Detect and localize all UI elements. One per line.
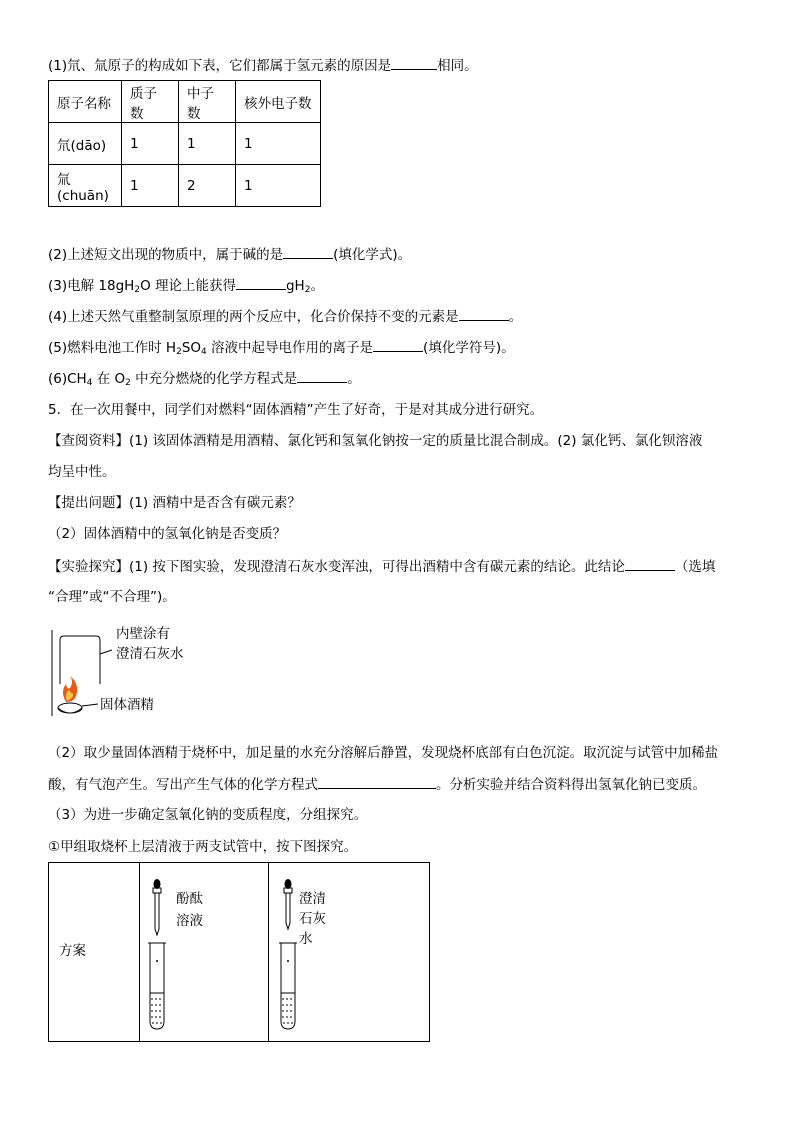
table-cell: 1 [122, 123, 179, 165]
q3-part: O 理论上能获得 [140, 278, 236, 294]
table-cell: 1 [179, 123, 236, 165]
q3-part: gH [285, 278, 305, 294]
table-cell: 1 [236, 165, 321, 207]
table-cell: 1 [122, 165, 179, 207]
dropper-test-tube-icon [140, 863, 268, 1041]
question-1-tail: 相同。 [437, 58, 478, 74]
step-2-line [48, 774, 706, 795]
table-cell: 1 [236, 123, 321, 165]
q5-part: SO [181, 340, 202, 356]
q6-part: 。 [347, 371, 361, 387]
step-2-text: 酸，有气泡产生。写出产生气体的化学方程式 [48, 777, 318, 793]
answer-blank[interactable] [625, 556, 675, 571]
explore-text: 【实验探究】(1) 按下图实验，发现澄清石灰水变浑浊，可得出酒精中含有碳元素的结论。此结论 [48, 559, 625, 575]
question-5 [48, 337, 515, 358]
step-3-line: （3）为进一步确定氢氧化钠的变质程度，分组探究。 [48, 807, 368, 823]
scheme-label-cell [49, 863, 140, 1041]
answer-blank[interactable] [391, 55, 437, 70]
table-row [49, 123, 321, 165]
reference-data-line: 均呈中性。 [48, 464, 116, 480]
q3-part: (3)电解 18gH [48, 278, 135, 294]
question-2-text: (2)上述短文出现的物质中，属于碱的是 [48, 247, 284, 263]
q6-part: (6)CH [48, 371, 87, 387]
q3-sub: 2 [134, 285, 141, 295]
scheme-cell-2 [269, 863, 429, 1041]
question-3 [48, 275, 324, 296]
problem-5-intro: 5．在一次用餐中，同学们对燃料“固体酒精”产生了好奇，于是对其成分进行研究。 [48, 402, 544, 418]
q5-sub: 4 [201, 347, 207, 357]
q6-sub: 4 [86, 378, 93, 388]
question-4-tail: 。 [508, 309, 523, 325]
table-header: 原子名称 [49, 81, 122, 123]
reagent-label: 石灰 [299, 911, 326, 927]
dropper-test-tube-icon [269, 863, 429, 1041]
explore-line [48, 556, 715, 577]
q6-part: 在 O [92, 371, 126, 387]
explore-tail: （选填 [674, 559, 716, 575]
figure-label: 内壁涂有 [116, 626, 170, 642]
q3-sub: 2 [304, 285, 311, 295]
step-2-tail: 。分析实验并结合资料得出氢氧化钠已变质。 [436, 777, 706, 793]
reagent-label: 澄清 [299, 891, 326, 907]
reagent-label: 溶液 [176, 913, 203, 929]
question-6 [48, 368, 361, 389]
question-2-tail: (填化学式)。 [333, 247, 412, 263]
q5-sub: 2 [176, 347, 182, 357]
q3-part: 。 [310, 278, 324, 294]
q6-part: 中充分燃烧的化学方程式是 [130, 371, 298, 387]
question-1-text: (1)氘、氚原子的构成如下表，它们都属于氢元素的原因是 [48, 58, 392, 74]
q6-sub: 2 [125, 378, 131, 388]
table-row [49, 165, 321, 207]
question-4 [48, 306, 522, 327]
reference-data-line: 【查阅资料】(1) 该固体酒精是用酒精、氯化钙和氢氧化钠按一定的质量比混合制成。(2) 氯化钙、氯化钡溶液 [48, 433, 703, 449]
figure-label: 固体酒精 [100, 697, 154, 713]
scheme-table [48, 862, 430, 1042]
group-1-line: ①甲组取烧杯上层清液于两支试管中，按下图探究。 [48, 839, 358, 855]
table-header: 核外电子数 [236, 81, 321, 123]
answer-blank[interactable] [318, 774, 436, 789]
answer-blank[interactable] [373, 337, 423, 352]
atom-table [48, 80, 321, 207]
answer-blank[interactable] [297, 368, 347, 383]
table-cell: 氘(dāo) [49, 123, 122, 165]
scheme-label: 方案 [59, 943, 86, 959]
question-1 [48, 55, 478, 76]
table-cell: 2 [179, 165, 236, 207]
explore-line: “合理”或“不合理”)。 [48, 589, 176, 605]
question-2 [48, 244, 411, 265]
answer-blank[interactable] [236, 275, 286, 290]
table-cell: 氚(chuān) [49, 165, 122, 207]
figure-label: 澄清石灰水 [116, 646, 184, 662]
question-4-text: (4)上述天然气重整制氢原理的两个反应中，化合价保持不变的元素是 [48, 309, 459, 325]
step-2-line: （2）取少量固体酒精于烧杯中，加足量的水充分溶解后静置，发现烧杯底部有白色沉淀。取沉淀与试管中加稀盐 [48, 745, 719, 761]
question-line: 【提出问题】(1) 酒精中是否含有碳元素？ [48, 495, 301, 511]
table-header: 质子数 [122, 81, 179, 123]
question-line: （2）固体酒精中的氢氧化钠是否变质？ [48, 526, 287, 542]
answer-blank[interactable] [283, 244, 333, 259]
reagent-label: 酚酞 [176, 891, 203, 907]
scheme-cell-1 [140, 863, 269, 1041]
answer-blank[interactable] [459, 306, 509, 321]
table-header: 中子数 [179, 81, 236, 123]
q5-part: (5)燃料电池工作时 H [48, 340, 177, 356]
q5-part: (填化学符号)。 [423, 340, 515, 356]
reagent-label: 水 [299, 931, 313, 947]
q5-part: 溶液中起导电作用的离子是 [206, 340, 374, 356]
table-header-row [49, 81, 321, 123]
